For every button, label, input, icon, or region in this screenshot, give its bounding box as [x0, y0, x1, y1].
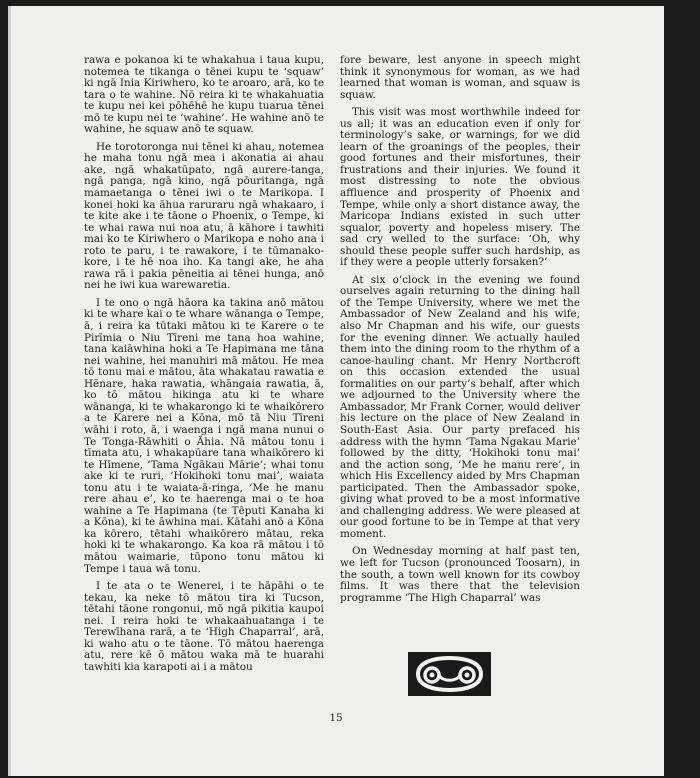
maori-text-column: [84, 55, 324, 679]
english-paragraph-2: This visit was most worthwhile indeed for us all; it was an education even if only for terminology’s sake, or warnings, for we did learn of the groanings of the peoples, their good fortunes and their misfortunes, their frustrations and their injuries. We found it most distressing to note the obvious affluence and prosperity of Phoenix and Tempe, while only a short distance away, the Maricopa Indians existed in such utter squalor, poverty and hopeless misery. The sad cry welled to the surface: ‘Oh, why should these people suffer such hardship, as if they were a people utterly forsaken?’: [340, 106, 580, 269]
maori-paragraph-4: I te ata o te Wenerei, i te hāpāhi o te tekau, ka neke tō mātou tira ki Tucson, tētahi tāone rongonui, mō ngā pikitia kaupoi nei. I reira hoki te whakaahuatanga i te Terewīhana rarā, a te ‘High Chaparral’, arā, ki waho atu o te tāone. Tō mātou haerenga atu, rere kē ō mātou waka mā te huarahi tawhiti kia karapoti ai i a mātou: [84, 580, 324, 673]
english-paragraph-4: On Wednesday morning at half past ten, we left for Tucson (pronounced Toosarn), in the south, a town well known for its cowboy films. It was there that the television programme ‘The High Chaparral’ was: [340, 545, 580, 604]
maori-paragraph-2: He torotoronga nui tēnei ki ahau, notemea he maha tonu ngā mea i akonatia ai ahau ake, ngā whakatūpato, ngā aurere-tanga, ngā panga, ngā kino, ngā pōuritanga, ngā mamaetanga o tēnei iwi o te Marikopa. I konei hoki ka āhua raruraru ngā whakaaro, i te kite ake i te tāone o Phoenix, o Tempe, ki te whai rawa nui noa atu, ā kāhore i tawhiti mai ko te Kiriwhero o Marikopa e noho ana i roto te paru, i te rawakore, i te tūmanako-kore, i te hē noa iho. Ka tangi ake, he aha rawa rā i pakia pēneitia ai tēnei hunga, anō nei he iwi kua warewaretia.: [84, 140, 324, 292]
page-scan-edge: [8, 6, 11, 776]
english-text-column: [340, 55, 580, 610]
maori-paragraph-3: I te ono o ngā hāora ka takina anō mātou ki te whare kai o te whare wānanga o Tempe, ā, i reira ka tūtaki mātou ki te Karere o te Pirīmia o Niu Tīreni me tana hoa wahine, tana kaiāwhina hoki a Te Hapimana me tāna nei wahine, hei manuhiri mā mātou. He mea tō tonu mai e mātou, āta whakatau rawatia e Hēnare, haka rawatia, whāngaia rawatia, ā, ko tō mātou hikinga atu ki te whare wānanga, ki te whakarongo ki te whaikōrero a te Karere nei a Kōna, mō tā Niu Tīreni wāhi i roto, ā, i waenga i ngā mana nunui o Te Tonga-Rāwhiti o Āhia. Nā mātou tonu i tīmata atu, i whakapūare tana whaikōrero ki te Hīmene, ‘Tama Ngākau Mārie’; whai tonu ake ki te ruri, ‘Hokihoki tonu mai’, waiata tonu atu i te waiata-ā-ringa, ‘Me he manu rere ahau e’, ko te haerenga mai o te hoa wahine a Te Hapimana (te Tēputi Kanaha ki a Kōna), ki te āwhina mai. Kātahi anō a Kōna ka kōrero, tētahi whaikōrero mātau, reka hoki ki te whakarongo. Ka koa rā mātou i tō mātou waimarie, tūpono tonu mātou ki Tempe i taua wā tonu.: [84, 296, 324, 575]
page-number: 15: [329, 712, 343, 724]
maori-paragraph-1: rawa e pokanoa ki te whakahua i taua kupu, notemea te tikanga o tēnei kupu te ‘squaw’ ki ngā Inia Kiriwhero, ko te aroaro, arā, ko te tara o te wahine. Nō reira ki te whakahuatia te kupu nei kei pōhēhē he kupu tuarua tēnei mō te kupu nei te ‘wahine’. He wahine anō te wahine, he squaw anō te squaw.: [84, 54, 324, 136]
english-paragraph-1: fore beware, lest anyone in speech might think it synonymous for woman, as we had learned that woman is woman, and squaw is squaw.: [340, 54, 580, 101]
scanned-page: [8, 6, 664, 776]
maori-koru-emblem-icon: [408, 652, 491, 696]
english-paragraph-3: At six o’clock in the evening we found ourselves again returning to the dining hall of the Tempe University, where we met the Ambassador of New Zealand and his wife, also Mr Chapman and his wife, our guests for the evening dinner. We actually hauled them into the dining room to the rhythm of a canoe-hauling chant. Mr Henry Northcroft on this occasion extended the usual formalities on our party’s behalf, after which we adjourned to the University where the Ambassador, Mr Frank Corner, would deliver his lecture on the place of New Zealand in South-East Asia. Our party prefaced his address with the hymn ‘Tama Ngakau Marie’ followed by the ditty, ‘Hokihoki tonu mai’ and the action song, ‘Me he manu rere’, in which His Excellency aided by Mrs Chapman participated. Then the Ambassador spoke, giving what proved to be a most informative and challenging address. We were pleased at our good fortune to be in Tempe at that very moment.: [340, 273, 580, 540]
